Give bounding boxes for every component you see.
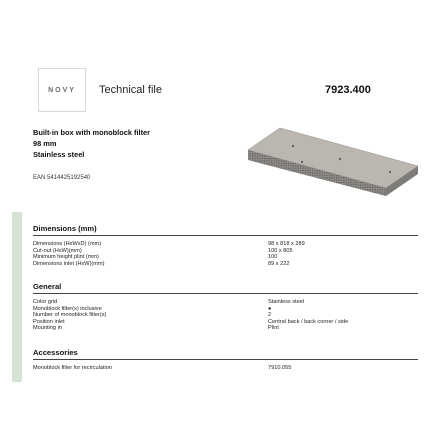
product-name: Built-in box with monoblock filter — [33, 128, 151, 137]
product-size: 98 mm — [33, 139, 57, 148]
row-value: 7910.055 — [268, 365, 292, 371]
table-row — [33, 325, 418, 332]
product-description — [33, 127, 150, 160]
table-row — [33, 319, 418, 326]
row-label: Dimensions inlet (HxW)(mm) — [33, 260, 105, 267]
section-title: Dimensions (mm) — [33, 224, 418, 236]
included-bullet: ● — [268, 305, 272, 312]
table-row — [33, 254, 418, 261]
row-label: Dimensions (HxWxD) (mm) — [33, 241, 102, 247]
row-value: Plint — [268, 325, 279, 332]
logo-text: NOVY — [48, 86, 76, 94]
section-title: General — [33, 282, 418, 294]
section-title: Accessories — [33, 348, 418, 360]
product-material: Stainless steel — [33, 150, 85, 159]
row-label: Color grid — [33, 299, 58, 305]
table-row — [33, 248, 418, 255]
document-title: Technical file — [99, 84, 162, 96]
row-value: 100 x 805 — [268, 247, 293, 254]
row-value: Central back / back corner / side — [268, 318, 349, 325]
row-value: Stainless steel — [268, 299, 305, 305]
table-row — [33, 299, 418, 306]
row-label: Position inlet — [33, 318, 65, 325]
ean-code: EAN 5414425192540 — [33, 175, 91, 181]
row-label: Cut-out (HxW)(mm) — [33, 247, 82, 254]
row-label: Monoblock filter for recirculation — [33, 365, 112, 371]
product-code: 7923.400 — [325, 84, 371, 96]
row-label: Minimum height plint (mm) — [33, 254, 99, 261]
accessories-section — [33, 348, 418, 372]
table-row — [33, 312, 418, 319]
dimensions-section — [33, 224, 418, 267]
novy-logo — [38, 68, 86, 112]
side-accent-bar — [12, 212, 22, 382]
row-value: 100 — [268, 254, 278, 261]
product-image — [240, 122, 420, 198]
row-value: 89 x 222 — [268, 260, 290, 267]
row-label: Monoblock filter(s) inclusive — [33, 305, 102, 312]
row-label: Mounting in — [33, 325, 62, 332]
table-row — [33, 241, 418, 248]
table-row — [33, 306, 418, 313]
table-row — [33, 261, 418, 268]
row-value: 98 x 818 x 289 — [268, 241, 305, 247]
row-value: 2 — [268, 312, 272, 319]
table-row — [33, 365, 418, 372]
row-label: Number of monoblock filter(s) — [33, 312, 107, 319]
general-section — [33, 282, 418, 332]
